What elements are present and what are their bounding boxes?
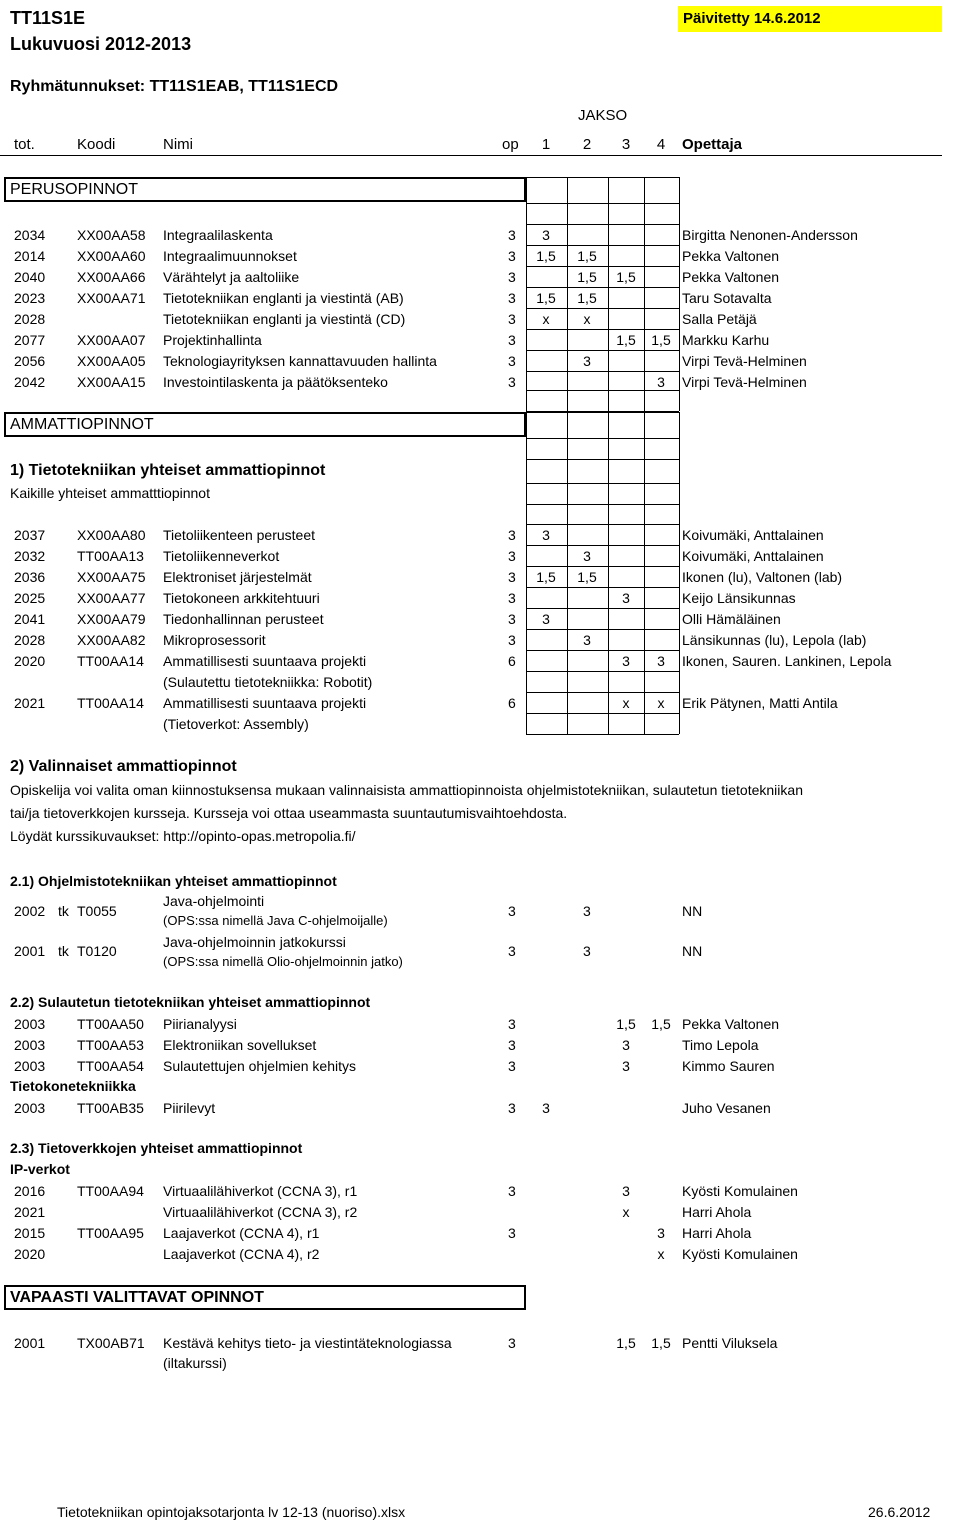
ammatti-row — [0, 567, 960, 587]
col-jakso-4: 4 — [656, 136, 666, 153]
perus-tot: 2056 — [14, 353, 46, 369]
ammatti-nimi: Ammatillisesti suuntaava projekti — [163, 695, 367, 711]
sub1-title: 1) Tietotekniikan yhteiset ammattiopinnot — [10, 462, 326, 479]
perus-row — [0, 225, 960, 245]
ammatti-koodi: TT00AA13 — [77, 548, 144, 564]
sul-opettaja: Kimmo Sauren — [682, 1058, 775, 1074]
ohj-row-2-tk: tk — [58, 943, 69, 959]
perus-opettaja: Pekka Valtonen — [682, 248, 780, 264]
verkot-nimi: Virtuaalilähiverkot (CCNA 3), r2 — [163, 1204, 358, 1220]
perus-opettaja: Markku Karhu — [682, 332, 770, 348]
verkot-op: 3 — [508, 1225, 516, 1241]
ammatti-opettaja: Erik Pätynen, Matti Antila — [682, 695, 838, 711]
perus-opettaja: Pekka Valtonen — [682, 269, 780, 285]
ammatti-op: 3 — [508, 569, 516, 585]
verkot-opettaja: Harri Ahola — [682, 1204, 752, 1220]
ammatti-koodi: XX00AA80 — [77, 527, 146, 543]
perus-p2: 1,5 — [577, 248, 597, 264]
ammatti-opettaja: Ikonen (lu), Valtonen (lab) — [682, 569, 843, 585]
col-jakso-2: 2 — [582, 136, 592, 153]
verkot-opettaja: Kyösti Komulainen — [682, 1246, 798, 1262]
ohj-row-1-op: 3 — [508, 903, 516, 919]
perus-tot: 2034 — [14, 227, 46, 243]
ammatti-opettaja: Koivumäki, Anttalainen — [682, 548, 824, 564]
ammatti-koodi: TT00AA14 — [77, 695, 144, 711]
ammatti-nimi: (Tietoverkot: Assembly) — [163, 716, 309, 732]
perus-nimi: Integraalilaskenta — [163, 227, 273, 243]
ammatti-row — [0, 672, 960, 692]
perus-p3: 1,5 — [616, 269, 636, 285]
valinnaiset-text-1: Opiskelija voi valita oman kiinnostuksensa mukaan valinnaisista ammattiopinnoista ohjelmistotekniikan, sulautetun tietotekniikan — [10, 782, 803, 798]
perus-tot: 2014 — [14, 248, 46, 264]
ammatti-op: 3 — [508, 590, 516, 606]
sul-row — [0, 1056, 960, 1076]
ammatti-row — [0, 714, 960, 734]
perus-op: 3 — [508, 269, 516, 285]
perus-row — [0, 246, 960, 266]
sul-tot: 2003 — [14, 1016, 46, 1032]
valinnaiset-title: 2) Valinnaiset ammattiopinnot — [10, 758, 237, 775]
sul-koodi: TT00AA53 — [77, 1037, 144, 1053]
perus-nimi: Integraalimuunnokset — [163, 248, 297, 264]
verkot-koodi: TT00AA95 — [77, 1225, 144, 1241]
ammatti-opettaja: Ikonen, Sauren. Lankinen, Lepola — [682, 653, 892, 669]
vapaa-opettaja: Pentti Viluksela — [682, 1335, 778, 1351]
ammatti-tot: 2020 — [14, 653, 46, 669]
sul-tot: 2003 — [14, 1058, 46, 1074]
sul-opettaja: Pekka Valtonen — [682, 1016, 780, 1032]
perus-p4: 1,5 — [651, 332, 671, 348]
tietokonetekniikka-row — [0, 1098, 960, 1118]
verkot-opettaja: Kyösti Komulainen — [682, 1183, 798, 1199]
ammatti-op: 3 — [508, 527, 516, 543]
verkot-p4: 3 — [657, 1225, 665, 1241]
perus-p2: 1,5 — [577, 290, 597, 306]
tietokonetekniikka-nimi: Piirilevyt — [163, 1100, 216, 1116]
grid-hline — [526, 504, 679, 505]
ammatti-tot: 2025 — [14, 590, 46, 606]
perus-p3: 1,5 — [616, 332, 636, 348]
vapaa-p4: 1,5 — [651, 1335, 671, 1351]
perus-row — [0, 351, 960, 371]
ammatti-opettaja: Länsikunnas (lu), Lepola (lab) — [682, 632, 867, 648]
ammatti-p4: x — [657, 695, 665, 711]
tietokonetekniikka-op: 3 — [508, 1100, 516, 1116]
perus-op: 3 — [508, 311, 516, 327]
sul-p3: 3 — [622, 1058, 630, 1074]
ammatti-koodi: XX00AA77 — [77, 590, 146, 606]
ohj-row-1-koodi: T0055 — [77, 903, 117, 919]
column-header-row — [0, 134, 960, 154]
perus-nimi: Projektinhallinta — [163, 332, 262, 348]
verkot-row — [0, 1223, 960, 1243]
verkot-p3: x — [622, 1204, 630, 1220]
vapaa-note: (iltakurssi) — [163, 1355, 227, 1371]
ammatti-p1: 3 — [542, 611, 550, 627]
sul-koodi: TT00AA54 — [77, 1058, 144, 1074]
grid-hline — [526, 412, 679, 413]
verkot-row — [0, 1202, 960, 1222]
perus-tot: 2040 — [14, 269, 46, 285]
ammatti-op: 3 — [508, 632, 516, 648]
ammatti-koodi: XX00AA82 — [77, 632, 146, 648]
ohj-row-1-opettaja: NN — [682, 903, 703, 919]
group-codes: Ryhmätunnukset: TT11S1EAB, TT11S1ECD — [10, 78, 339, 95]
perus-tot: 2023 — [14, 290, 46, 306]
perus-koodi: XX00AA71 — [77, 290, 146, 306]
ammatti-nimi: (Sulautettu tietotekniikka: Robotit) — [163, 674, 373, 690]
perus-op: 3 — [508, 227, 516, 243]
ohj-row-1-tot: 2002 — [14, 903, 46, 919]
perus-row — [0, 267, 960, 287]
verkot-tot: 2021 — [14, 1204, 46, 1220]
sul-p3: 3 — [622, 1037, 630, 1053]
ohj-row-1-tk: tk — [58, 903, 69, 919]
perus-koodi: XX00AA07 — [77, 332, 146, 348]
perus-p4: 3 — [657, 374, 665, 390]
sul-p3: 1,5 — [616, 1016, 636, 1032]
sub1-note: Kaikille yhteiset ammatttiopinnot — [10, 485, 210, 501]
col-nimi: Nimi — [163, 136, 193, 153]
footer-date: 26.6.2012 — [868, 1504, 931, 1520]
tietokonetekniikka-title: Tietokonetekniikka — [10, 1078, 136, 1094]
ammatti-row — [0, 630, 960, 650]
section-ammattiopinnot-title: AMMATTIOPINNOT — [10, 416, 154, 433]
perus-tot: 2077 — [14, 332, 46, 348]
grid-hline — [526, 177, 679, 178]
perus-nimi: Investointilaskenta ja päätöksenteko — [163, 374, 388, 390]
perus-p2: 1,5 — [577, 269, 597, 285]
ohj-row-2-tot: 2001 — [14, 943, 46, 959]
ohj-row-2-nimi2: (OPS:ssa nimellä Olio-ohjelmoinnin jatko) — [163, 954, 403, 969]
ip-verkot-title: IP-verkot — [10, 1161, 70, 1177]
updated-date: Päivitetty 14.6.2012 — [683, 10, 821, 27]
col-jakso-1: 1 — [541, 136, 551, 153]
tietokonetekniikka-tot: 2003 — [14, 1100, 46, 1116]
ammatti-row — [0, 651, 960, 671]
jakso-label: JAKSO — [578, 107, 628, 124]
ammatti-tot: 2036 — [14, 569, 46, 585]
ohj-row-2-op: 3 — [508, 943, 516, 959]
col-tot: tot. — [14, 136, 35, 153]
perus-p2: x — [583, 311, 591, 327]
ammatti-tot: 2028 — [14, 632, 46, 648]
ammatti-p3: 3 — [622, 653, 630, 669]
verkot-tot: 2016 — [14, 1183, 46, 1199]
sul-op: 3 — [508, 1058, 516, 1074]
ohj-row-1-nimi2: (OPS:ssa nimellä Java C-ohjelmoijalle) — [163, 913, 388, 928]
tietokonetekniikka-p1: 3 — [542, 1100, 550, 1116]
sul-nimi: Sulautettujen ohjelmien kehitys — [163, 1058, 357, 1074]
perus-p1: 1,5 — [536, 290, 556, 306]
ammatti-koodi: TT00AA14 — [77, 653, 144, 669]
perus-tot: 2042 — [14, 374, 46, 390]
perus-p2: 3 — [583, 353, 591, 369]
verkot-koodi: TT00AA94 — [77, 1183, 144, 1199]
ammatti-nimi: Ammatillisesti suuntaava projekti — [163, 653, 367, 669]
perus-opettaja: Salla Petäjä — [682, 311, 757, 327]
ammatti-p2: 3 — [583, 548, 591, 564]
ammatti-p1: 1,5 — [536, 569, 556, 585]
col-koodi: Koodi — [77, 136, 116, 153]
sul-op: 3 — [508, 1037, 516, 1053]
perus-opettaja: Virpi Tevä-Helminen — [682, 374, 807, 390]
ammatti-op: 3 — [508, 611, 516, 627]
col-jakso-3: 3 — [621, 136, 631, 153]
ammatti-opettaja: Koivumäki, Anttalainen — [682, 527, 824, 543]
col-opettaja: Opettaja — [682, 136, 743, 153]
verkot-tot: 2020 — [14, 1246, 46, 1262]
perus-p1: 3 — [542, 227, 550, 243]
class-code: TT11S1E — [10, 8, 86, 28]
verkot-op: 3 — [508, 1183, 516, 1199]
perus-koodi: XX00AA60 — [77, 248, 146, 264]
tietokonetekniikka-koodi: TT00AB35 — [77, 1100, 144, 1116]
grid-hline — [526, 734, 679, 735]
verkot-p4: x — [657, 1246, 665, 1262]
perus-row — [0, 288, 960, 308]
valinnaiset-text-3: Löydät kurssikuvaukset: http://opinto-opas.metropolia.fi/ — [10, 828, 356, 844]
sul-title: 2.2) Sulautetun tietotekniikan yhteiset ammattiopinnot — [10, 994, 371, 1010]
ammatti-row — [0, 609, 960, 629]
verkot-p3: 3 — [622, 1183, 630, 1199]
section-vapaa-title: VAPAASTI VALITTAVAT OPINNOT — [10, 1289, 264, 1306]
ammatti-op: 6 — [508, 653, 516, 669]
ammatti-tot: 2032 — [14, 548, 46, 564]
ammatti-nimi: Tiedonhallinnan perusteet — [163, 611, 324, 627]
perus-row — [0, 330, 960, 350]
ammatti-op: 3 — [508, 548, 516, 564]
perus-opettaja: Virpi Tevä-Helminen — [682, 353, 807, 369]
perus-koodi: XX00AA66 — [77, 269, 146, 285]
sul-nimi: Elektroniikan sovellukset — [163, 1037, 317, 1053]
perus-opettaja: Taru Sotavalta — [682, 290, 772, 306]
ammatti-koodi: XX00AA79 — [77, 611, 146, 627]
ohj-title: 2.1) Ohjelmistotekniikan yhteiset ammattiopinnot — [10, 873, 337, 889]
perus-p1: 1,5 — [536, 248, 556, 264]
grid-hline — [526, 438, 679, 439]
sul-opettaja: Timo Lepola — [682, 1037, 759, 1053]
sul-row — [0, 1035, 960, 1055]
perus-op: 3 — [508, 290, 516, 306]
perus-op: 3 — [508, 353, 516, 369]
ammatti-p4: 3 — [657, 653, 665, 669]
verkot-title: 2.3) Tietoverkkojen yhteiset ammattiopinnot — [10, 1140, 303, 1156]
vapaa-tot: 2001 — [14, 1335, 46, 1351]
perus-koodi: XX00AA15 — [77, 374, 146, 390]
ohj-row-1-p2: 3 — [583, 903, 591, 919]
perus-koodi: XX00AA05 — [77, 353, 146, 369]
ammatti-nimi: Tietokoneen arkkitehtuuri — [163, 590, 320, 606]
ammatti-tot: 2037 — [14, 527, 46, 543]
ammatti-row — [0, 546, 960, 566]
school-year: Lukuvuosi 2012-2013 — [10, 34, 192, 54]
verkot-tot: 2015 — [14, 1225, 46, 1241]
sul-koodi: TT00AA50 — [77, 1016, 144, 1032]
ammatti-tot: 2021 — [14, 695, 46, 711]
col-op: op — [502, 136, 519, 153]
ammatti-opettaja: Olli Hämäläinen — [682, 611, 781, 627]
perus-koodi: XX00AA58 — [77, 227, 146, 243]
ammatti-op: 6 — [508, 695, 516, 711]
perus-op: 3 — [508, 374, 516, 390]
ammatti-tot: 2041 — [14, 611, 46, 627]
ammatti-p3: 3 — [622, 590, 630, 606]
sul-op: 3 — [508, 1016, 516, 1032]
ammatti-p1: 3 — [542, 527, 550, 543]
vapaa-p3: 1,5 — [616, 1335, 636, 1351]
verkot-row — [0, 1181, 960, 1201]
perus-nimi: Tietotekniikan englanti ja viestintä (CD) — [163, 311, 406, 327]
ammatti-opettaja: Keijo Länsikunnas — [682, 590, 796, 606]
perus-tot: 2028 — [14, 311, 46, 327]
ohj-row-2-p2: 3 — [583, 943, 591, 959]
ammatti-p3: x — [622, 695, 630, 711]
perus-opettaja: Birgitta Nenonen-Andersson — [682, 227, 858, 243]
verkot-opettaja: Harri Ahola — [682, 1225, 752, 1241]
grid-hline — [0, 155, 942, 156]
ammatti-row — [0, 525, 960, 545]
ohj-row-2-nimi: Java-ohjelmoinnin jatkokurssi — [163, 934, 346, 950]
sul-nimi: Piirianalyysi — [163, 1016, 237, 1032]
ammatti-p2: 1,5 — [577, 569, 597, 585]
grid-hline — [526, 459, 679, 460]
perus-nimi: Tietotekniikan englanti ja viestintä (AB) — [163, 290, 404, 306]
ohj-row-2-opettaja: NN — [682, 943, 703, 959]
tietokonetekniikka-opettaja: Juho Vesanen — [682, 1100, 771, 1116]
perus-op: 3 — [508, 248, 516, 264]
grid-hline — [526, 483, 679, 484]
vapaa-nimi: Kestävä kehitys tieto- ja viestintäteknologiassa — [163, 1335, 452, 1351]
verkot-nimi: Laajaverkot (CCNA 4), r2 — [163, 1246, 320, 1262]
verkot-row — [0, 1244, 960, 1264]
verkot-nimi: Laajaverkot (CCNA 4), r1 — [163, 1225, 320, 1241]
ohj-row-1-nimi: Java-ohjelmointi — [163, 893, 265, 909]
ammatti-nimi: Elektroniset järjestelmät — [163, 569, 312, 585]
perus-row — [0, 309, 960, 329]
ammatti-p2: 3 — [583, 632, 591, 648]
perus-row — [0, 372, 960, 392]
ammatti-nimi: Mikroprosessorit — [163, 632, 266, 648]
ammatti-nimi: Tietoliikenteen perusteet — [163, 527, 316, 543]
sul-tot: 2003 — [14, 1037, 46, 1053]
footer-filename: Tietotekniikan opintojaksotarjonta lv 12-13 (nuoriso).xlsx — [57, 1504, 406, 1520]
perus-nimi: Värähtelyt ja aaltoliike — [163, 269, 300, 285]
vapaa-op: 3 — [508, 1335, 516, 1351]
ohj-row-2-koodi: T0120 — [77, 943, 117, 959]
perus-p1: x — [542, 311, 550, 327]
perus-nimi: Teknologiayrityksen kannattavuuden hallinta — [163, 353, 437, 369]
ammatti-row — [0, 693, 960, 713]
section-perusopinnot-title: PERUSOPINNOT — [10, 181, 139, 198]
grid-hline — [526, 203, 679, 204]
ammatti-koodi: XX00AA75 — [77, 569, 146, 585]
valinnaiset-text-2: tai/ja tietoverkkojen kursseja. Kursseja voi ottaa useammasta suuntautumisvaihtoehdosta. — [10, 805, 568, 821]
vapaa-koodi: TX00AB71 — [77, 1335, 145, 1351]
sul-row — [0, 1014, 960, 1034]
ammatti-row — [0, 588, 960, 608]
ammatti-nimi: Tietoliikenneverkot — [163, 548, 280, 564]
perus-op: 3 — [508, 332, 516, 348]
sul-p4: 1,5 — [651, 1016, 671, 1032]
verkot-nimi: Virtuaalilähiverkot (CCNA 3), r1 — [163, 1183, 358, 1199]
vapaa-row — [0, 1333, 960, 1353]
